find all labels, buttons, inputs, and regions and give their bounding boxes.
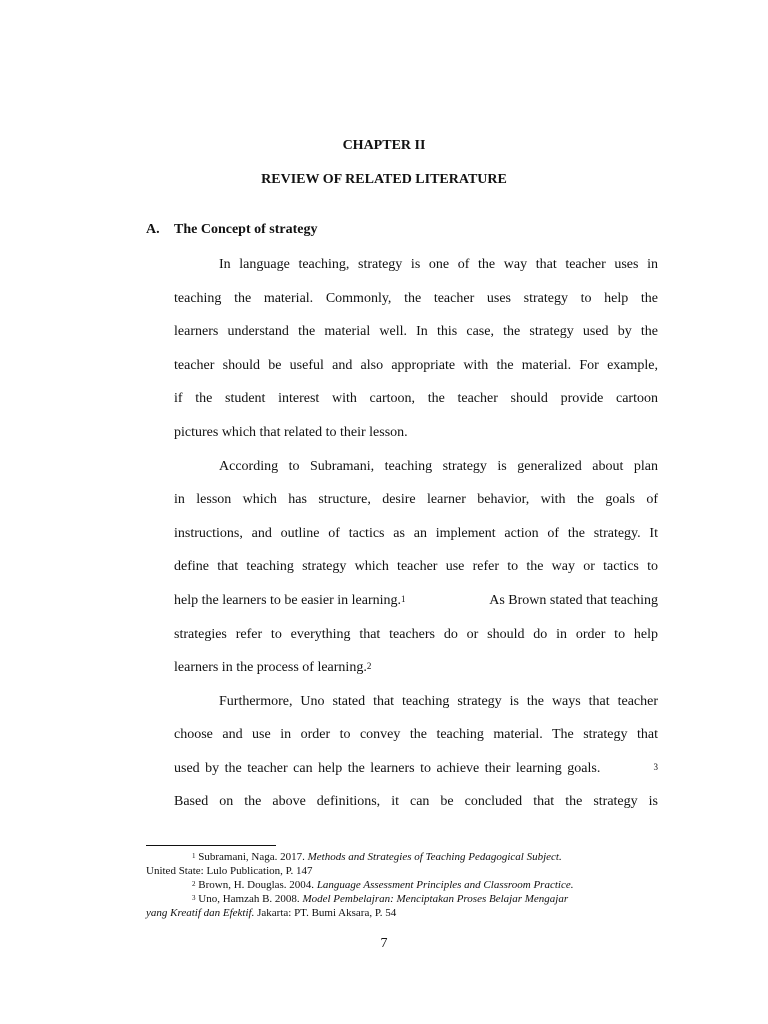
footnote-3: $^3$ Uno, Hamzah B. 2008. Model Pembelajran: Menciptakan Proses Belajar Mengajar xyxy=(192,893,569,905)
footnote-ref: 2 xyxy=(366,661,372,671)
chapter-title: REVIEW OF RELATED LITERATURE xyxy=(261,172,507,187)
body-line: in lesson which has structure, desire learner behavior, with the goals of xyxy=(174,492,658,507)
body-line xyxy=(174,592,658,610)
body-line: teaching the material. Commonly, the teacher uses strategy to help the xyxy=(174,291,658,306)
footnote-2: $^2$ Brown, H. Douglas. 2004. Language Assessment Principles and Classroom Practice. xyxy=(192,879,574,891)
body-line: teacher should be useful and also appropriate with the material. For example, xyxy=(174,358,658,373)
chapter-number: CHAPTER II xyxy=(342,138,426,153)
page-number: 7 xyxy=(380,936,388,951)
body-line: instructions, and outline of tactics as an implement action of the strategy. It xyxy=(174,526,658,541)
body-line-part: As Brown stated that teaching xyxy=(489,593,658,608)
body-line: In language teaching, strategy is one of the way that teacher uses in xyxy=(219,257,658,272)
section-heading: The Concept of strategy xyxy=(174,222,318,237)
footnote-1: $^1$ Subramani, Naga. 2017. Methods and Strategies of Teaching Pedagogical Subject. xyxy=(192,851,562,863)
body-line: if the student interest with cartoon, the teacher should provide cartoon xyxy=(174,391,658,406)
body-line: choose and use in order to convey the teaching material. The strategy that xyxy=(174,727,658,742)
body-line: Furthermore, Uno stated that teaching strategy is the ways that teacher xyxy=(219,694,658,709)
footnote-ref: 1 xyxy=(401,594,406,604)
body-line: strategies refer to everything that teachers do or should do in order to help xyxy=(174,627,658,642)
body-line: define that teaching strategy which teacher use refer to the way or tactics to xyxy=(174,559,658,574)
body-line: pictures which that related to their lesson. xyxy=(174,425,408,440)
footnote-ref: 3 xyxy=(653,762,658,772)
footnote-separator xyxy=(146,845,276,846)
section-letter: A. xyxy=(146,222,160,237)
body-line: learners understand the material well. In this case, the strategy used by the xyxy=(174,324,658,339)
body-line: learners in the process of learning.$^2$ xyxy=(174,660,372,675)
body-line-part: help the learners to be easier in learning.$^1$ xyxy=(174,593,406,608)
body-line-part: used by the teacher can help the learners to achieve their learning goals. xyxy=(174,761,601,776)
body-line: According to Subramani, teaching strategy is generalized about plan xyxy=(219,459,658,474)
footnote-3-cont: yang Kreatif dan Efektif. Jakarta: PT. Bumi Aksara, P. 54 xyxy=(146,907,397,919)
body-line: Based on the above definitions, it can be concluded that the strategy is xyxy=(174,794,658,809)
footnote-1-cont: United State: Lulo Publication, P. 147 xyxy=(146,865,313,877)
body-line xyxy=(174,760,658,778)
